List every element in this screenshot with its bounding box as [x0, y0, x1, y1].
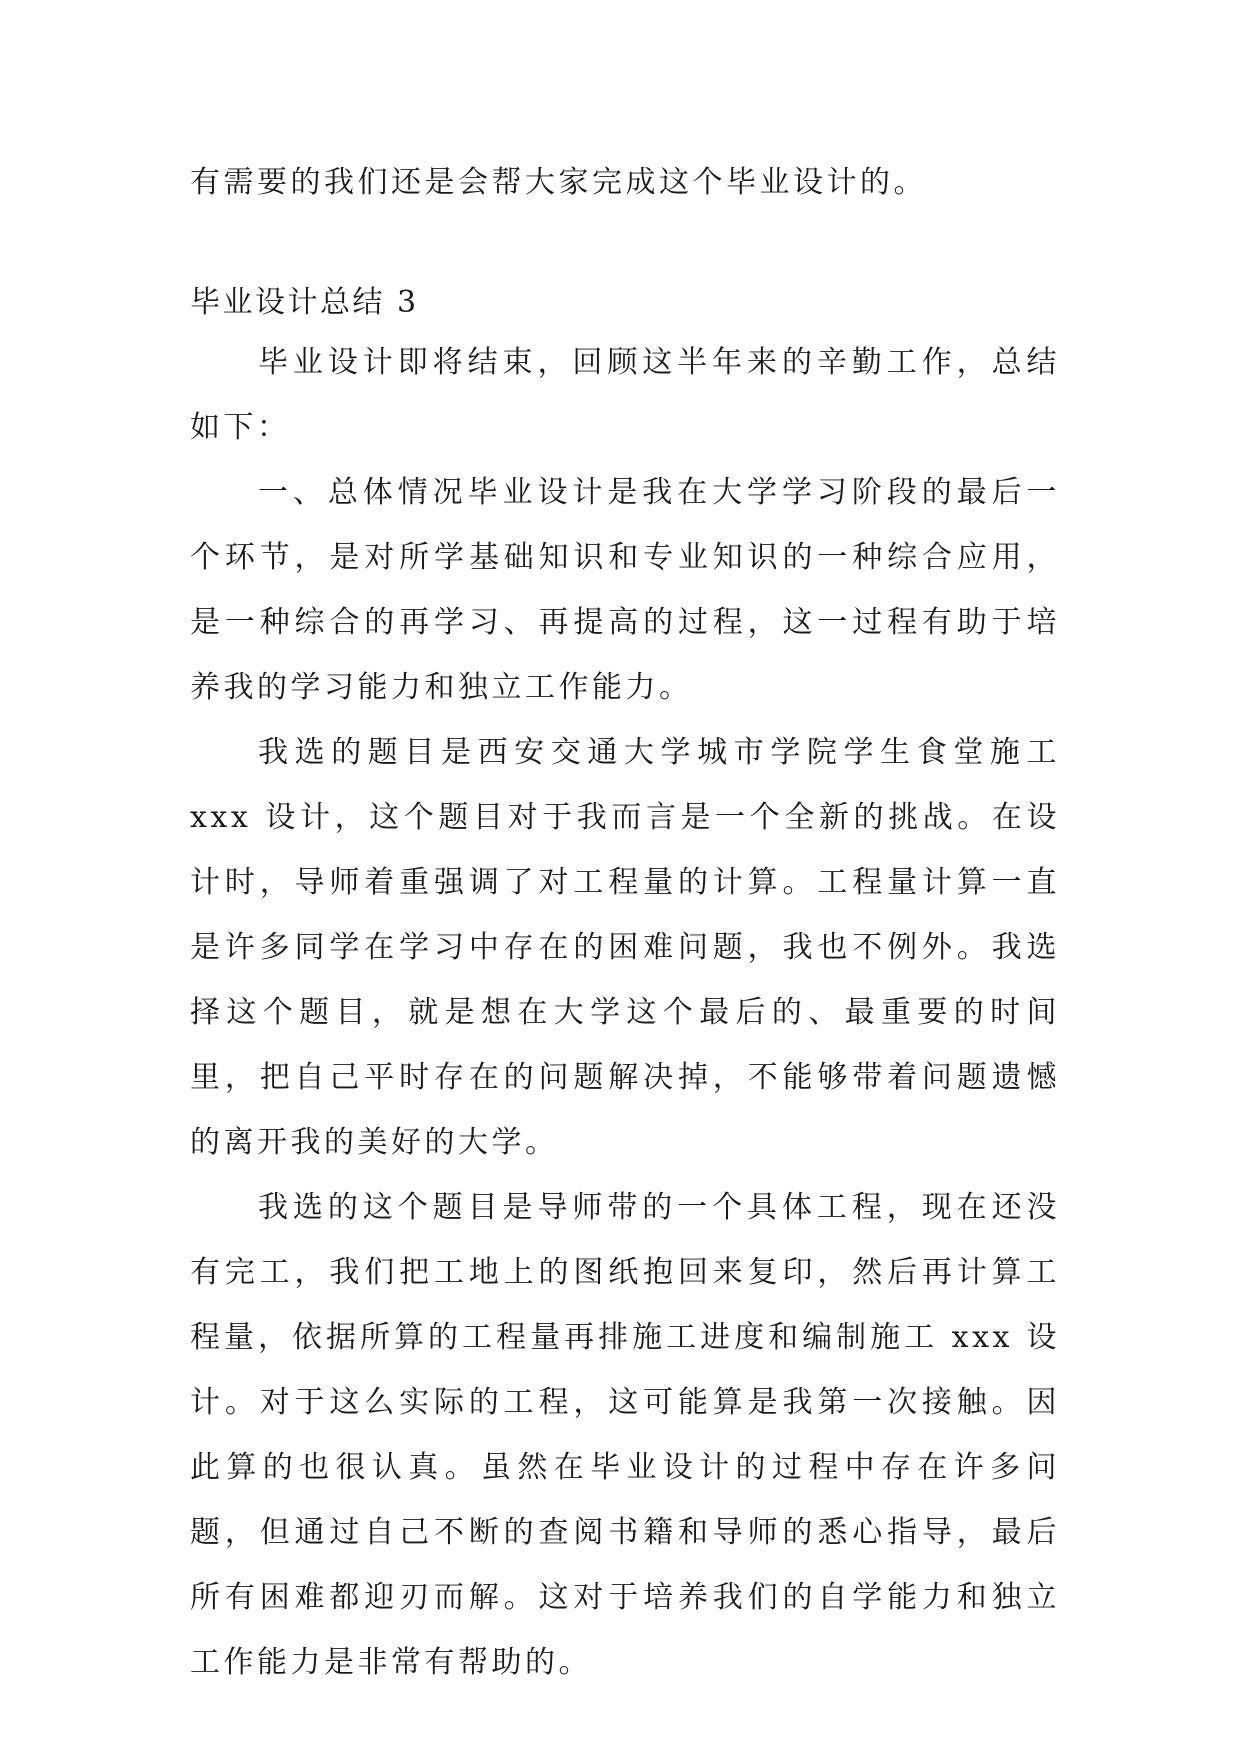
continuation-line: 有需要的我们还是会帮大家完成这个毕业设计的。 [190, 165, 927, 200]
paragraph-topic: 我选的题目是西安交通大学城市学院学生食堂施工 xxx 设计，这个题目对于我而言是一个全新的挑战。在设计时，导师着重强调了对工程量的计算。工程量计算一直是许多同学在学习中存在的困难问题，我也不例外。我选择这个题目，就是想在大学这个最后的、最重要的时间里，把自己平时存在的问题解决掉，不能够带着问题遗憾的离开我的美好的大学。 [190, 735, 1060, 1160]
paragraph-project: 我选的这个题目是导师带的一个具体工程，现在还没有完工，我们把工地上的图纸抱回来复印，然后再计算工程量，依据所算的工程量再排施工进度和编制施工 xxx 设计。对于这么实际的工程，这可能算是我第一次接触。因此算的也很认真。虽然在毕业设计的过程中存在许多问题，但通过自己不断的查阅书籍和导师的悉心指导，最后所有困难都迎刃而解。这对于培养我们的自学能力和独立工作能力是非常有帮助的。 [190, 1190, 1060, 1680]
document-body [190, 330, 1060, 1695]
paragraph-overview: 一、总体情况毕业设计是我在大学学习阶段的最后一个环节，是对所学基础知识和专业知识的一种综合应用，是一种综合的再学习、再提高的过程，这一过程有助于培养我的学习能力和独立工作能力。 [190, 475, 1060, 705]
section-heading: 毕业设计总结 3 [190, 285, 419, 320]
paragraph-intro: 毕业设计即将结束，回顾这半年来的辛勤工作，总结如下： [190, 345, 1060, 445]
